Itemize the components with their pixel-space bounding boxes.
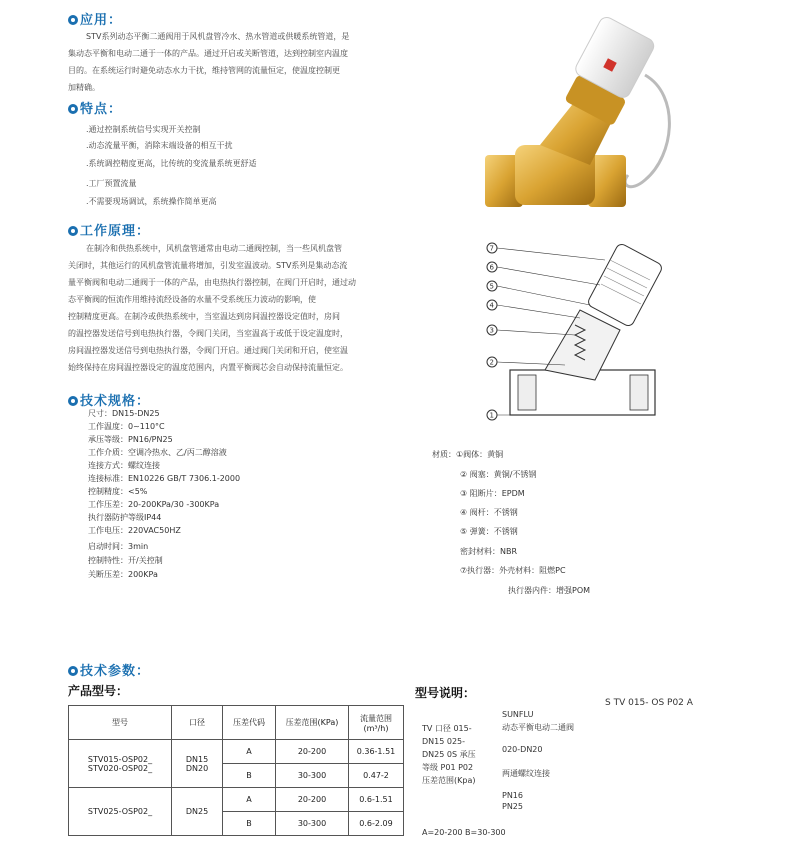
model-desc-line: 020-DN20	[502, 745, 543, 754]
size-cell	[172, 788, 223, 836]
spec-item: 关断压差：200KPa	[88, 570, 158, 579]
section-bullet-icon	[68, 226, 78, 236]
feature-item: .工厂预置流量	[86, 179, 137, 188]
model-desc-line: 等级 P01 P02	[422, 763, 474, 772]
application-line: STV系列动态平衡二通阀用于风机盘管冷水、热水管道或供暖系统管道，是	[86, 32, 350, 41]
model-code: STV025-OSP02_	[87, 807, 153, 816]
principle-line: 关闭时，其他运行的风机盘管流量将增加，引发室温波动。STV系列是集动态流	[68, 261, 348, 270]
spec-item: 工作电压：220VAC50HZ	[88, 526, 181, 535]
dp-code-cell: B	[223, 764, 276, 788]
principle-line: 的温控器发送信号到电热执行器，令阀门关闭，当室温高于或低于设定温度时，	[68, 329, 348, 338]
callout-number: 5	[489, 282, 494, 291]
model-desc-title: 型号说明：	[415, 686, 476, 700]
model-desc-line: 动态平衡电动二通阀	[502, 723, 574, 732]
callout-number: 7	[489, 244, 494, 253]
section-bullet-icon	[68, 104, 78, 114]
principle-line: 量平衡阀和电动二通阀于一体的产品，由电热执行器控制，在阀门开启时，通过动	[68, 278, 356, 287]
feature-item: .系统调控精度更高，比传统的变流量系统更舒适	[86, 159, 257, 168]
specs-title: 技术规格：	[68, 390, 150, 409]
material-item: ⑤ 弹簧：不锈钢	[460, 527, 518, 536]
model-code: STV015-OSP02_	[87, 754, 153, 764]
spec-item: 承压等级：PN16/PN25	[88, 435, 173, 444]
table-header: 型号	[69, 706, 172, 740]
callout-number: 3	[489, 326, 494, 335]
dp-range-cell: 20-200	[276, 788, 349, 812]
material-item: 材质：①阀体：黄铜	[432, 450, 504, 459]
material-item: 密封材料：NBR	[460, 547, 518, 556]
model-cell	[69, 740, 172, 788]
model-desc-line: 压差范围(Kpa)	[422, 776, 476, 785]
model-table	[68, 705, 404, 836]
valve-section-diagram	[480, 230, 680, 430]
dp-range-cell: 20-200	[276, 740, 349, 764]
principle-line: 在制冷和供热系统中，风机盘管通常由电动二通阀控制，当一些风机盘管	[86, 244, 342, 253]
table-header: 流量范围(m³/h)	[349, 706, 404, 740]
section-bullet-icon	[68, 15, 78, 25]
dp-code-cell: A	[223, 740, 276, 764]
table-header: 压差范围(KPa)	[276, 706, 349, 740]
spec-item: 控制特性：开/关控制	[88, 556, 163, 565]
model-code: STV020-OSP02_	[87, 763, 153, 773]
feature-item: .动态流量平衡，消除末端设备的相互干扰	[86, 141, 233, 150]
spec-item: 工作温度：0~110°C	[88, 422, 165, 431]
spec-item: 连接标准：EN10226 GB/T 7306.1-2000	[88, 474, 241, 483]
material-item: 执行器内件：增强POM	[508, 586, 591, 595]
dp-range-cell: 30-300	[276, 812, 349, 836]
model-code-example: S TV 015- OS P02 A	[605, 698, 693, 708]
model-desc-line: DN15 025-	[422, 737, 466, 746]
valve-product-image	[470, 5, 700, 220]
table-row	[69, 740, 404, 764]
section-bullet-icon	[68, 396, 78, 406]
model-cell	[69, 788, 172, 836]
size-value: DN15	[185, 754, 209, 764]
model-desc-footer: A=20-200 B=30-300	[422, 828, 506, 837]
flow-range-cell: 0.6-2.09	[349, 812, 404, 836]
flow-range-cell: 0.36-1.51	[349, 740, 404, 764]
model-desc-line: 两通螺纹连接	[502, 769, 550, 778]
table-header-row	[69, 706, 404, 740]
product-model-title: 产品型号：	[68, 684, 129, 698]
application-title: 应用：	[68, 9, 122, 28]
application-line: 目的。在系统运行时避免动态水力干扰，维持管网的流量恒定，使温度控制更	[68, 66, 340, 75]
material-item: ⑦执行器：外壳材料：阻燃PC	[460, 566, 566, 575]
table-header: 压差代码	[223, 706, 276, 740]
params-title: 技术参数：	[68, 660, 150, 679]
table-header: 口径	[172, 706, 223, 740]
size-value: DN25	[185, 807, 209, 816]
dp-code-cell: B	[223, 812, 276, 836]
principle-line: 房间温控器发送信号到电热执行器，令阀门开启。通过阀门关闭和开启，使室温	[68, 346, 348, 355]
callout-number: 2	[489, 358, 494, 367]
callout-number: 6	[489, 263, 494, 272]
principle-line: 始终保持在房间温控器设定的温度范围内，内置平衡阀芯会自动保持流量恒定。	[68, 363, 348, 372]
principle-line: 控制精度更高。在制冷或供热系统中，当室温达到房间温控器设定值时，房间	[68, 312, 340, 321]
model-desc-line: DN25 0S 承压	[422, 750, 476, 759]
size-cell	[172, 740, 223, 788]
spec-item: 连接方式：螺纹连接	[88, 461, 160, 470]
material-item: ② 阀塞：黄铜/不锈钢	[460, 470, 537, 479]
application-line: 集动态平衡和电动二通于一体的产品。通过开启或关断管道，达到控制室内温度	[68, 49, 348, 58]
spec-item: 工作压差：20-200KPa/30 -300KPa	[88, 500, 220, 509]
principle-line: 态平衡阀的恒流作用维持流经设备的水量不受系统压力波动的影响，使	[68, 295, 316, 304]
callout-number: 1	[489, 411, 494, 420]
table-row	[69, 788, 404, 812]
features-title: 特点：	[68, 98, 122, 117]
material-item: ③ 阻断片：EPDM	[460, 489, 525, 498]
spec-item: 控制精度：<5%	[88, 487, 148, 496]
model-desc-line: PN25	[502, 802, 523, 811]
spec-item: 尺寸：DN15-DN25	[88, 409, 160, 418]
material-item: ④ 阀杆：不锈钢	[460, 508, 518, 517]
flow-range-cell: 0.6-1.51	[349, 788, 404, 812]
spec-item: 启动时间：3min	[88, 542, 149, 551]
section-bullet-icon	[68, 666, 78, 676]
model-desc-brand: SUNFLU	[502, 710, 534, 719]
application-line: 加精确。	[68, 83, 100, 92]
model-desc-line: PN16	[502, 791, 523, 800]
application-text	[68, 28, 408, 96]
feature-item: .通过控制系统信号实现开关控制	[86, 125, 201, 134]
spec-item: 工作介质：空调冷热水、乙/丙二醇溶液	[88, 448, 227, 457]
feature-item: .不需要现场调试，系统操作简单更高	[86, 197, 217, 206]
callout-number: 4	[489, 301, 494, 310]
dp-range-cell: 30-300	[276, 764, 349, 788]
principle-text	[68, 240, 408, 376]
size-value: DN20	[185, 763, 209, 773]
model-desc-line: TV 口径 015-	[422, 724, 472, 733]
flow-range-cell: 0.47-2	[349, 764, 404, 788]
principle-title: 工作原理：	[68, 220, 150, 239]
spec-item: 执行器防护等级IP44	[88, 513, 162, 522]
model-desc-left	[422, 722, 476, 787]
dp-code-cell: A	[223, 788, 276, 812]
